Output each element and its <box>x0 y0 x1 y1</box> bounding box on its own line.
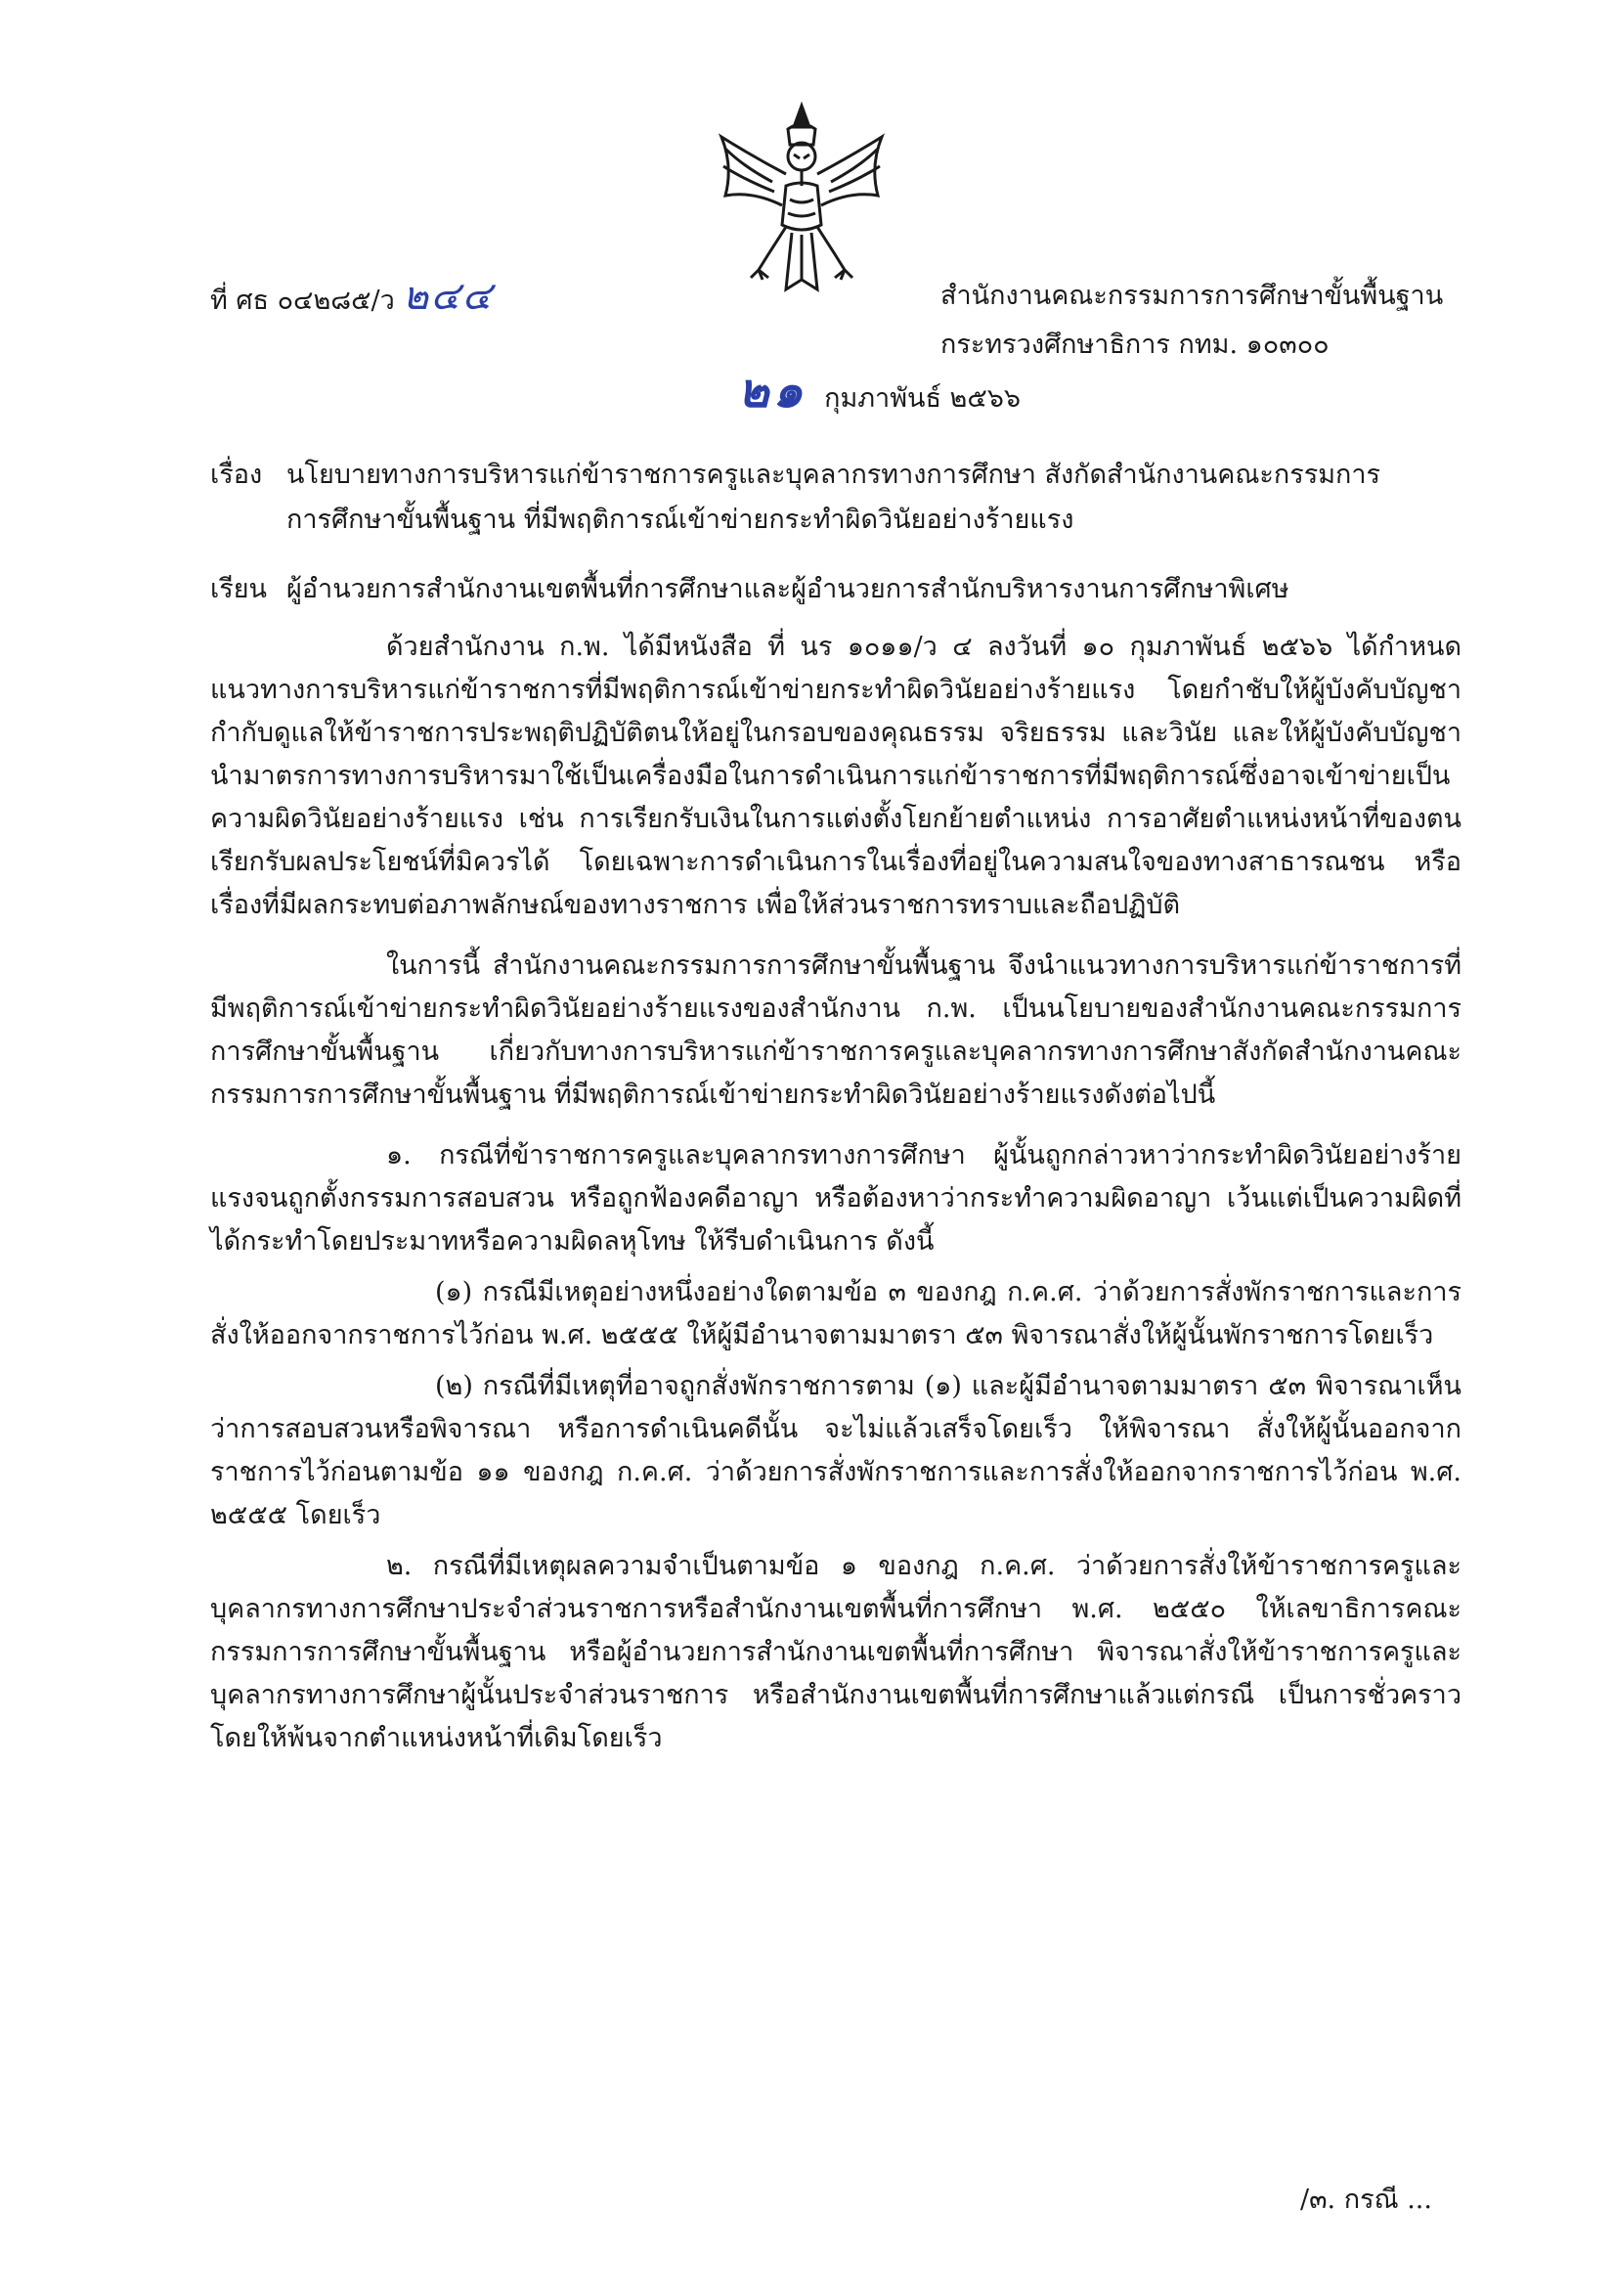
item-1-sub-1: (๑) กรณีมีเหตุอย่างหนึ่งอย่างใดตามข้อ ๓ ของกฎ ก.ค.ศ. ว่าด้วยการสั่งพักราชการและการสั่งให้ออกจากราชการไว้ก่อน พ.ศ. ๒๕๕๕ ให้ผู้มีอำนาจตามมาตรา ๕๓ พิจารณาสั่งให้ผู้นั้นพักราชการโดยเร็ว <box>210 1277 1461 1350</box>
subject-line-1: นโยบายทางการบริหารแก่ข้าราชการครูและบุคลากรทางการศึกษา สังกัดสำนักงานคณะกรรมการ <box>286 460 1381 490</box>
item-1-sub-2: (๒) กรณีที่มีเหตุที่อาจถูกสั่งพักราชการตาม (๑) และผู้มีอำนาจตามมาตรา ๕๓ พิจารณาเห็นว่าการสอบสวนหรือพิจารณา หรือการดำเนินคดีนั้น จะไม่แล้วเสร็จโดยเร็ว ให้พิจารณา สั่งให้ผู้นั้นออกจากราชการไว้ก่อนตามข้อ ๑๑ ของกฎ ก.ค.ศ. ว่าด้วยการสั่งพักราชการและการสั่งให้ออกจากราชการไว้ก่อน พ.ศ. ๒๕๕๕ โดยเร็ว <box>210 1371 1461 1530</box>
issuing-organization: สำนักงานคณะกรรมการการศึกษาขั้นพื้นฐาน <box>940 281 1444 311</box>
paragraph-1: ด้วยสำนักงาน ก.พ. ได้มีหนังสือ ที่ นร ๑๐๑๑/ว ๔ ลงวันที่ ๑๐ กุมภาพันธ์ ๒๕๖๖ ได้กำหนดแนวทางการบริหารแก่ข้าราชการที่มีพฤติการณ์เข้าข่ายกระทำผิดวินัยอย่างร้ายแรง โดยกำชับให้ผู้บังคับบัญชากำกับดูแลให้ข้าราชการประพฤติปฏิบัติตนให้อยู่ในกรอบของคุณธรรม จริยธรรม และวินัย และให้ผู้บังคับบัญชา นำมาตรการทางการบริหารมาใช้เป็นเครื่องมือในการดำเนินการแก่ข้าราชการที่มีพฤติการณ์ซึ่งอาจเข้าข่ายเป็นความผิดวินัยอย่างร้ายแรง เช่น การเรียกรับเงินในการแต่งตั้งโยกย้ายตำแหน่ง การอาศัยตำแหน่งหน้าที่ของตนเรียกรับผลประโยชน์ที่มิควรได้ โดยเฉพาะการดำเนินการในเรื่องที่อยู่ในความสนใจของทางสาธารณชน หรือเรื่องที่มีผลกระทบต่อภาพลักษณ์ของทางราชการ เพื่อให้ส่วนราชการทราบและถือปฏิบัติ <box>210 632 1461 920</box>
item-1: ๑. กรณีที่ข้าราชการครูและบุคลากรทางการศึกษา ผู้นั้นถูกกล่าวหาว่ากระทำผิดวินัยอย่างร้ายแรงจนถูกตั้งกรรมการสอบสวน หรือถูกฟ้องคดีอาญา หรือต้องหาว่ากระทำความผิดอาญา เว้นแต่เป็นความผิดที่ได้กระทำโดยประมาทหรือความผิดลหุโทษ ให้รีบดำเนินการ ดังนี้ <box>210 1140 1461 1257</box>
handwritten-date-day: ๒๑ <box>738 364 807 419</box>
paragraph-2: ในการนี้ สำนักงานคณะกรรมการการศึกษาขั้นพื้นฐาน จึงนำแนวทางการบริหารแก่ข้าราชการที่มีพฤติการณ์เข้าข่ายกระทำผิดวินัยอย่างร้ายแรงของสำนักงาน ก.พ. เป็นนโยบายของสำนักงานคณะกรรมการการศึกษาขั้นพื้นฐาน เกี่ยวกับทางการบริหารแก่ข้าราชการครูและบุคลากรทางการศึกษาสังกัดสำนักงานคณะกรรมการการศึกษาขั้นพื้นฐาน ที่มีพฤติการณ์เข้าข่ายกระทำผิดวินัยอย่างร้ายแรงดังต่อไปนี้ <box>210 950 1461 1110</box>
garuda-emblem-icon <box>704 98 899 303</box>
page-continuation-marker: /๓. กรณี ... <box>1300 2185 1432 2215</box>
item-2: ๒. กรณีที่มีเหตุผลความจำเป็นตามข้อ ๑ ของกฎ ก.ค.ศ. ว่าด้วยการสั่งให้ข้าราชการครูและบุคลากรทางการศึกษาประจำส่วนราชการหรือสำนักงานเขตพื้นที่การศึกษา พ.ศ. ๒๕๕๐ ให้เลขาธิการคณะกรรมการการศึกษาขั้นพื้นฐาน หรือผู้อำนวยการสำนักงานเขตพื้นที่การศึกษา พิจารณาสั่งให้ข้าราชการครูและบุคลากรทางการศึกษาผู้นั้นประจำส่วนราชการ หรือสำนักงานเขตพื้นที่การศึกษาแล้วแต่กรณี เป็นการชั่วคราว โดยให้พ้นจากตำแหน่งหน้าที่เดิมโดยเร็ว <box>210 1551 1461 1753</box>
subject-line-2: การศึกษาขั้นพื้นฐาน ที่มีพฤติการณ์เข้าข่ายกระทำผิดวินัยอย่างร้ายแรง <box>286 505 1074 535</box>
organization-address: กระทรวงศึกษาธิการ กทม. ๑๐๓๐๐ <box>940 330 1330 360</box>
reference-number <box>210 274 494 321</box>
date-month-year: กุมภาพันธ์ ๒๕๖๖ <box>824 383 1022 414</box>
letter-body <box>210 626 1461 1768</box>
addressee-block <box>210 567 1289 612</box>
subject-label: เรื่อง <box>210 460 263 490</box>
handwritten-reference-number: ๒๔๔ <box>402 274 494 319</box>
addressee-label: เรียน <box>210 574 268 604</box>
document-date <box>738 364 1022 419</box>
addressee-text: ผู้อำนวยการสำนักงานเขตพื้นที่การศึกษาและผู้อำนวยการสำนักบริหารงานการศึกษาพิเศษ <box>286 574 1289 604</box>
reference-prefix: ที่ ศธ ๐๔๒๘๕/ว <box>210 286 395 316</box>
subject-block <box>210 453 1461 543</box>
